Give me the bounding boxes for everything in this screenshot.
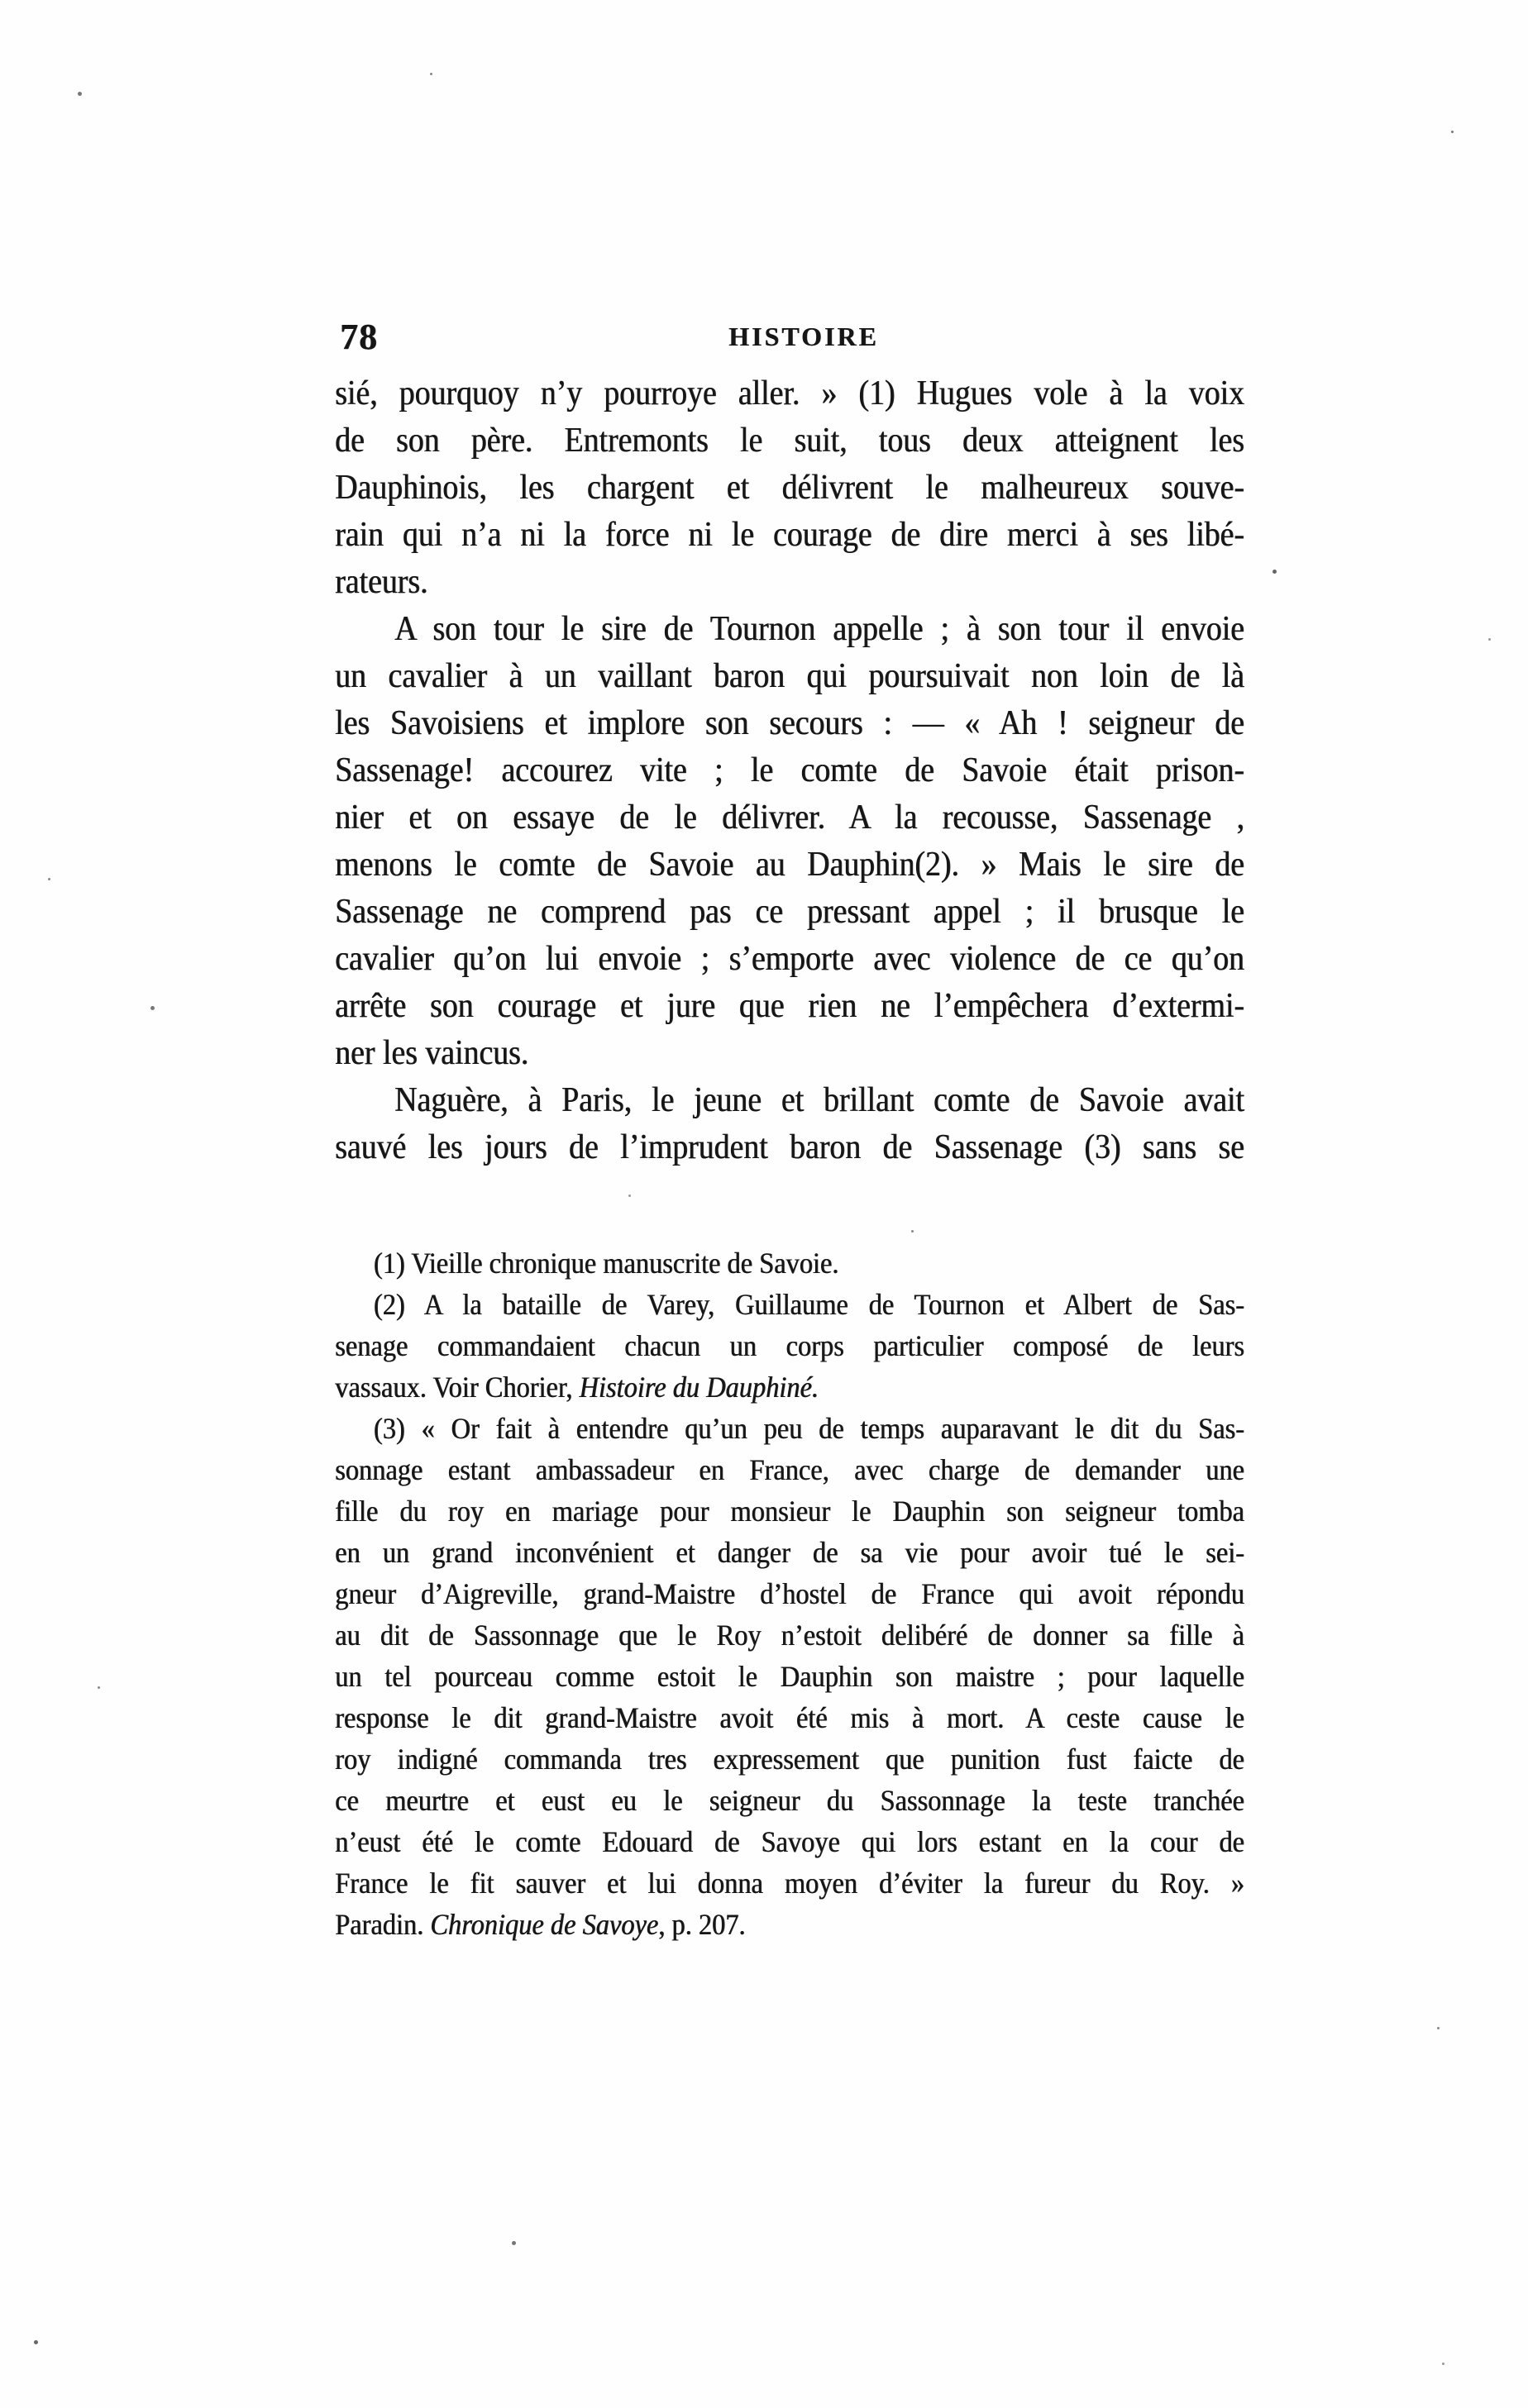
text-line (335, 700, 1244, 747)
scan-noise-specks (0, 0, 2, 2)
text-line (335, 559, 1244, 606)
text-line (335, 1325, 1244, 1366)
text-line (335, 1738, 1244, 1780)
text-segment: rain qui n’a ni la force ni le courage de dire merci à ses libé- (335, 516, 1244, 554)
text-line (335, 1490, 1244, 1532)
italic-text-segment: Histoire du Dauphiné. (579, 1371, 819, 1404)
text-line (335, 1780, 1244, 1821)
text-line (335, 889, 1244, 936)
text-line (335, 1449, 1244, 1490)
text-line (335, 1573, 1244, 1614)
text-line (335, 1656, 1244, 1697)
text-line (335, 370, 1244, 417)
text-line (335, 794, 1244, 842)
page-header (335, 316, 1244, 365)
text-segment: (2) A la bataille de Varey, Guillaume de Tournon et Albert de Sas- (373, 1288, 1244, 1321)
text-line (335, 1242, 1244, 1284)
text-segment: cavalier qu’on lui envoie ; s’emporte avec violence de ce qu’on (335, 940, 1244, 978)
text-segment: rateurs. (335, 563, 428, 601)
text-segment: gneur d’Aigreville, grand-Maistre d’hostel de France qui avoit répondu (335, 1577, 1244, 1610)
running-title: HISTOIRE (728, 322, 879, 351)
text-segment: Paradin. (335, 1908, 431, 1941)
text-line (335, 936, 1244, 983)
main-text-block (335, 370, 1244, 1171)
text-segment: arrête son courage et jure que rien ne l’empêchera d’extermi- (335, 987, 1244, 1025)
text-segment: menons le comte de Savoie au Dauphin(2). » Mais le sire de (335, 846, 1244, 884)
text-segment: un cavalier à un vaillant baron qui poursuivait non loin de là (335, 657, 1244, 695)
text-segment: (1) Vieille chronique manuscrite de Savoie. (373, 1247, 839, 1280)
text-line (335, 1697, 1244, 1738)
italic-text-segment: Chronique de Savoye (430, 1908, 659, 1941)
text-segment: nier et on essaye de le délivrer. A la recousse, Sassenage , (335, 799, 1244, 837)
text-segment: roy indigné commanda tres expressement que punition fust faicte de (335, 1743, 1244, 1776)
text-line (335, 1862, 1244, 1904)
text-segment: sonnage estant ambassadeur en France, avec charge de demander une (335, 1453, 1244, 1486)
text-segment: senage commandaient chacun un corps particulier composé de leurs (335, 1329, 1244, 1362)
text-line (335, 1821, 1244, 1862)
text-line (335, 1904, 1244, 1945)
text-segment: sié, pourquoy n’y pourroye aller. » (1) Hugues vole à la voix (335, 374, 1244, 412)
text-segment: (3) « Or fait à entendre qu’un peu de temps auparavant le dit du Sas- (373, 1412, 1244, 1445)
text-segment: en un grand inconvénient et danger de sa vie pour avoir tué le sei- (335, 1536, 1244, 1569)
text-line (335, 1614, 1244, 1656)
text-segment: Sassenage! accourez vite ; le comte de Savoie était prison- (335, 751, 1244, 789)
text-segment: ner les vaincus. (335, 1034, 529, 1072)
text-line (335, 653, 1244, 700)
text-segment: au dit de Sassonnage que le Roy n’estoit delibéré de donner sa fille à (335, 1619, 1244, 1652)
text-segment: A son tour le sire de Tournon appelle ; à son tour il envoie (394, 610, 1244, 648)
text-line (335, 842, 1244, 889)
text-line (335, 1030, 1244, 1077)
text-line (335, 1124, 1244, 1171)
text-segment: fille du roy en mariage pour monsieur le Dauphin son seigneur tomba (335, 1495, 1244, 1528)
text-line (335, 417, 1244, 465)
text-segment: les Savoisiens et implore son secours : — « Ah ! seigneur de (335, 704, 1244, 742)
text-segment: ce meurtre et eust eu le seigneur du Sassonnage la teste tranchée (335, 1784, 1244, 1817)
text-line (335, 1077, 1244, 1124)
text-line (335, 747, 1244, 794)
text-line (335, 1408, 1244, 1449)
text-segment: Sassenage ne comprend pas ce pressant appel ; il brusque le (335, 893, 1244, 931)
text-segment: response le dit grand-Maistre avoit été mis à mort. A ceste cause le (335, 1701, 1244, 1734)
text-line (335, 465, 1244, 512)
text-line (335, 983, 1244, 1030)
text-segment: un tel pourceau comme estoit le Dauphin son maistre ; pour laquelle (335, 1660, 1244, 1693)
text-segment: n’eust été le comte Edouard de Savoye qui lors estant en la cour de (335, 1825, 1244, 1858)
text-segment: , p. 207. (658, 1908, 746, 1941)
text-line (335, 1366, 1244, 1408)
text-segment: vassaux. Voir Chorier, (335, 1371, 580, 1404)
text-segment: de son père. Entremonts le suit, tous deux atteignent les (335, 422, 1244, 460)
text-line (335, 606, 1244, 653)
text-segment: sauvé les jours de l’imprudent baron de Sassenage (3) sans se (335, 1128, 1244, 1166)
footnotes-block (335, 1242, 1244, 1945)
page-number: 78 (340, 317, 378, 357)
text-segment: Naguère, à Paris, le jeune et brillant comte de Savoie avait (394, 1081, 1244, 1119)
text-line (335, 1532, 1244, 1573)
text-segment: Dauphinois, les chargent et délivrent le malheureux souve- (335, 469, 1244, 507)
text-line (335, 512, 1244, 559)
text-line (335, 1284, 1244, 1325)
text-segment: France le fit sauver et lui donna moyen d’éviter la fureur du Roy. » (335, 1867, 1244, 1900)
